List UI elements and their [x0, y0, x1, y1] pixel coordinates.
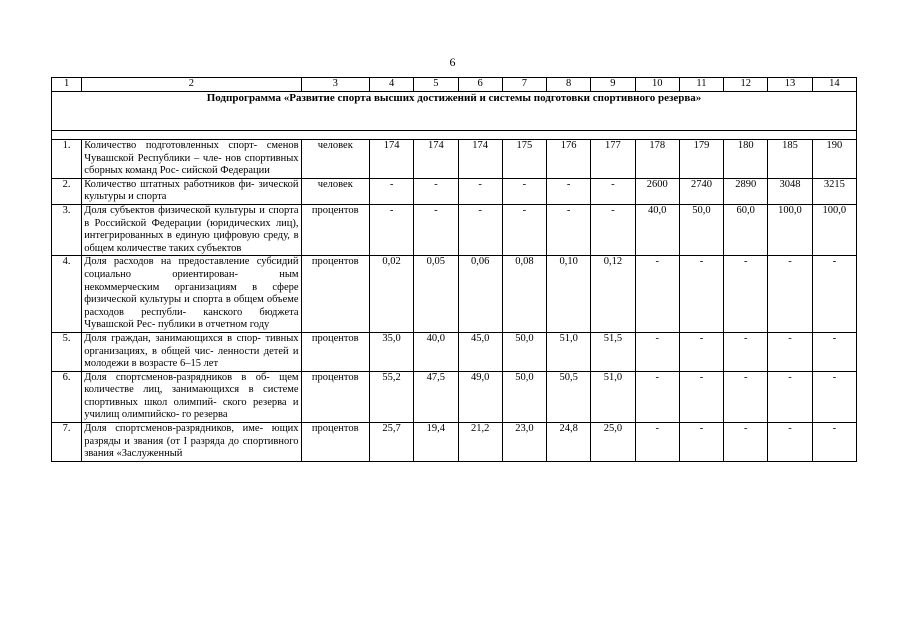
value-cell: - [679, 256, 723, 333]
column-number: 4 [369, 78, 413, 92]
indicator-name: Количество штатных работников фи- зической культуры и спорта [82, 178, 301, 204]
value-cell: 50,5 [547, 371, 591, 422]
value-cell: 50,0 [502, 371, 546, 422]
value-cell: 180 [724, 140, 768, 179]
table-row [52, 423, 857, 462]
value-cell: 100,0 [768, 204, 812, 255]
value-cell: - [458, 178, 502, 204]
value-cell: - [679, 371, 723, 422]
value-cell: 0,12 [591, 256, 635, 333]
value-cell: 176 [547, 140, 591, 179]
row-number: 7. [52, 423, 82, 462]
value-cell: - [591, 178, 635, 204]
unit-cell: процентов [301, 332, 369, 371]
indicator-name: Количество подготовленных спорт- сменов Чувашской Республики – чле- нов спортивных сборных команд Рос- сийской Федерации [82, 140, 301, 179]
unit-cell: человек [301, 178, 369, 204]
value-cell: 24,8 [547, 423, 591, 462]
column-number: 3 [301, 78, 369, 92]
column-number: 7 [502, 78, 546, 92]
row-number: 1. [52, 140, 82, 179]
unit-cell: процентов [301, 423, 369, 462]
value-cell: 2740 [679, 178, 723, 204]
column-number: 11 [679, 78, 723, 92]
value-cell: 179 [679, 140, 723, 179]
table-row [52, 204, 857, 255]
value-cell: 60,0 [724, 204, 768, 255]
row-number: 4. [52, 256, 82, 333]
value-cell: 50,0 [502, 332, 546, 371]
table-row [52, 140, 857, 179]
column-number: 8 [547, 78, 591, 92]
value-cell: 40,0 [414, 332, 458, 371]
column-number: 9 [591, 78, 635, 92]
indicator-name: Доля расходов на предоставление субсидий социально ориентирован- ным некоммерческим организациям в сфере физической культуры и спорта в общем объеме расходов республи- канского бюджета Чувашской Рес- публики в отчетном году [82, 256, 301, 333]
column-number: 10 [635, 78, 679, 92]
value-cell: 190 [812, 140, 856, 179]
row-number: 6. [52, 371, 82, 422]
value-cell: - [724, 371, 768, 422]
value-cell: 3215 [812, 178, 856, 204]
value-cell: 47,5 [414, 371, 458, 422]
value-cell: 0,06 [458, 256, 502, 333]
value-cell: - [502, 178, 546, 204]
value-cell: - [679, 332, 723, 371]
value-cell: - [369, 204, 413, 255]
column-number: 6 [458, 78, 502, 92]
value-cell: 55,2 [369, 371, 413, 422]
value-cell: 35,0 [369, 332, 413, 371]
value-cell: 175 [502, 140, 546, 179]
indicator-name: Доля граждан, занимающихся в спор- тивных организациях, в общей чис- ленности детей и молодежи в возрасте 6–15 лет [82, 332, 301, 371]
table-row [52, 371, 857, 422]
value-cell: 178 [635, 140, 679, 179]
indicator-name: Доля спортсменов-разрядников в об- щем количестве лиц, занимающихся в системе спортивных школ олимпий- ского резерва и училищ олимпийско- го резерва [82, 371, 301, 422]
value-cell: 2890 [724, 178, 768, 204]
table-row [52, 256, 857, 333]
value-cell: 50,0 [679, 204, 723, 255]
value-cell: - [635, 423, 679, 462]
column-number: 5 [414, 78, 458, 92]
value-cell: - [812, 332, 856, 371]
value-cell: - [812, 256, 856, 333]
value-cell: 21,2 [458, 423, 502, 462]
column-number: 14 [812, 78, 856, 92]
subprogram-row [52, 92, 857, 131]
value-cell: 2600 [635, 178, 679, 204]
column-number: 12 [724, 78, 768, 92]
column-number: 1 [52, 78, 82, 92]
value-cell: - [768, 256, 812, 333]
column-number: 2 [82, 78, 301, 92]
value-cell: - [812, 423, 856, 462]
value-cell: 185 [768, 140, 812, 179]
value-cell: 40,0 [635, 204, 679, 255]
row-number: 3. [52, 204, 82, 255]
column-number: 13 [768, 78, 812, 92]
value-cell: 177 [591, 140, 635, 179]
value-cell: - [458, 204, 502, 255]
value-cell: 51,0 [547, 332, 591, 371]
value-cell: 19,4 [414, 423, 458, 462]
indicators-table [51, 77, 857, 462]
indicator-name: Доля субъектов физической культуры и спорта в Российской Федерации (юридических лиц), интегрированных в единую цифровую среду, в общем количестве таких субъектов [82, 204, 301, 255]
value-cell: - [414, 204, 458, 255]
value-cell: - [724, 332, 768, 371]
unit-cell: человек [301, 140, 369, 179]
page-number: 6 [449, 55, 456, 69]
value-cell: - [679, 423, 723, 462]
value-cell: - [547, 178, 591, 204]
value-cell: - [812, 371, 856, 422]
value-cell: - [414, 178, 458, 204]
value-cell: - [724, 256, 768, 333]
value-cell: 174 [414, 140, 458, 179]
value-cell: 49,0 [458, 371, 502, 422]
unit-cell: процентов [301, 204, 369, 255]
value-cell: - [768, 423, 812, 462]
value-cell: 0,05 [414, 256, 458, 333]
value-cell: - [724, 423, 768, 462]
value-cell: - [502, 204, 546, 255]
value-cell: 100,0 [812, 204, 856, 255]
value-cell: - [768, 332, 812, 371]
value-cell: - [635, 332, 679, 371]
column-number-row [52, 78, 857, 92]
value-cell: - [369, 178, 413, 204]
spacer-row [52, 131, 857, 140]
subprogram-title: Подпрограмма «Развитие спорта высших достижений и системы подготовки спортивного резерва» [52, 92, 857, 131]
unit-cell: процентов [301, 371, 369, 422]
value-cell: 45,0 [458, 332, 502, 371]
value-cell: 25,7 [369, 423, 413, 462]
value-cell: - [547, 204, 591, 255]
value-cell: 0,08 [502, 256, 546, 333]
value-cell: - [635, 371, 679, 422]
value-cell: 51,5 [591, 332, 635, 371]
indicator-name: Доля спортсменов-разрядников, име- ющих разряды и звания (от I разряда до спортивного звания «Заслуженный [82, 423, 301, 462]
value-cell: 0,10 [547, 256, 591, 333]
value-cell: 25,0 [591, 423, 635, 462]
table-row [52, 178, 857, 204]
value-cell: - [635, 256, 679, 333]
value-cell: 51,0 [591, 371, 635, 422]
value-cell: 3048 [768, 178, 812, 204]
value-cell: 174 [458, 140, 502, 179]
value-cell: 0,02 [369, 256, 413, 333]
row-number: 5. [52, 332, 82, 371]
value-cell: 174 [369, 140, 413, 179]
row-number: 2. [52, 178, 82, 204]
value-cell: - [768, 371, 812, 422]
unit-cell: процентов [301, 256, 369, 333]
value-cell: 23,0 [502, 423, 546, 462]
table-row [52, 332, 857, 371]
value-cell: - [591, 204, 635, 255]
